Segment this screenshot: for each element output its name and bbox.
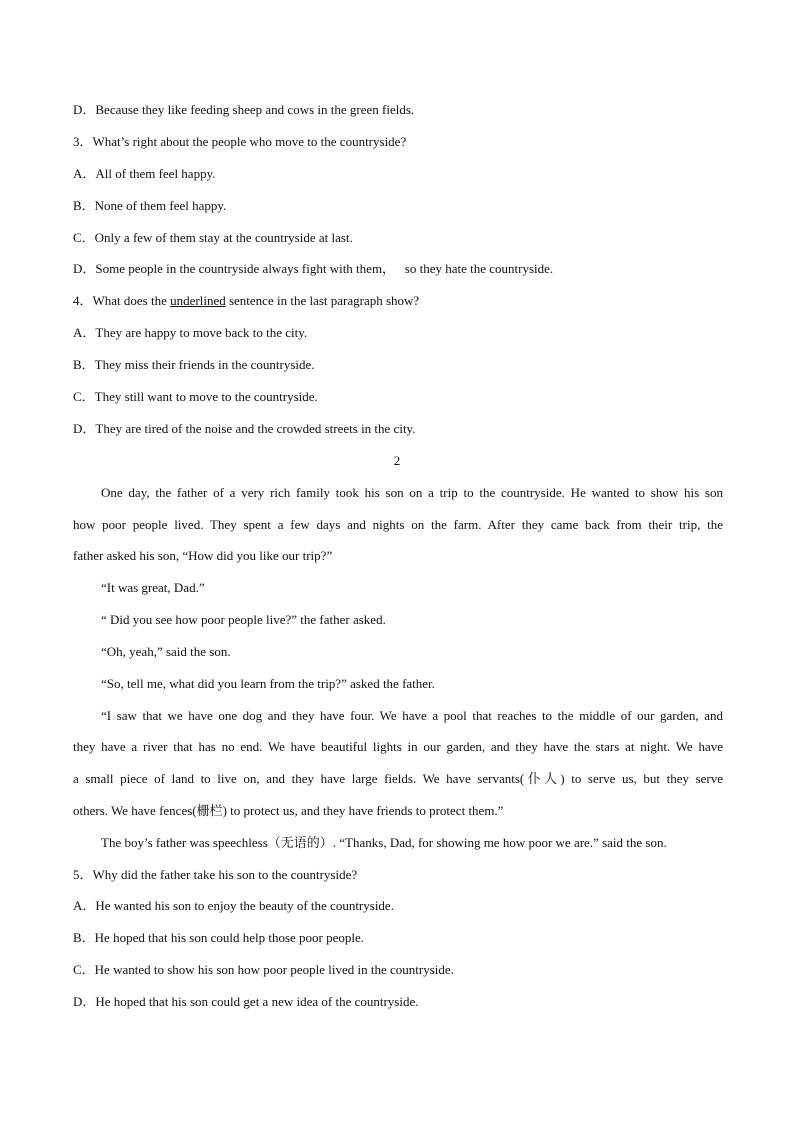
q4-option-d: D．They are tired of the noise and the crowded streets in the city. [73, 421, 416, 436]
passage-p6-line4: others. We have fences(栅栏) to protect us, and they have friends to protect them.” [73, 803, 504, 818]
q4-stem-prefix: 4．What does the [73, 293, 171, 308]
q3-option-c: C．Only a few of them stay at the countryside at last. [73, 230, 353, 245]
q3-option-b: B．None of them feel happy. [73, 198, 227, 213]
passage-p7: The boy’s father was speechless（无语的）. “Thanks, Dad, for showing me how poor we are.” said the son. [101, 835, 667, 850]
q3-option-a: A．All of them feel happy. [73, 166, 216, 181]
passage-p1-line3: father asked his son, “How did you like our trip?” [73, 548, 333, 563]
passage-p6-line3: a small piece of land to live on, and they have large fields. We have servants(仆人) to serve us, but they serve [73, 771, 723, 786]
q4-option-b: B．They miss their friends in the countryside. [73, 357, 315, 372]
q4-stem-suffix: sentence in the last paragraph show? [225, 293, 420, 308]
q4-option-a: A．They are happy to move back to the city. [73, 325, 308, 340]
passage-p1-line1: One day, the father of a very rich family took his son on a trip to the countryside. He wanted to show his son [101, 485, 723, 500]
passage-p5: “So, tell me, what did you learn from the trip?” asked the father. [101, 676, 435, 691]
q5-option-a: A．He wanted his son to enjoy the beauty of the countryside. [73, 898, 394, 913]
passage-number: 2 [393, 453, 401, 468]
passage-p4: “Oh, yeah,” said the son. [101, 644, 231, 659]
passage-p6-line1: “I saw that we have one dog and they have four. We have a pool that reaches to the middle of our garden, and [101, 708, 723, 723]
passage-p3: “ Did you see how poor people live?” the father asked. [101, 612, 386, 627]
q3-option-d: D．Some people in the countryside always fight with them， so they hate the countryside. [73, 261, 554, 276]
q5-option-c: C．He wanted to show his son how poor people lived in the countryside. [73, 962, 454, 977]
q4-option-c: C．They still want to move to the countryside. [73, 389, 318, 404]
q3-stem: 3．What’s right about the people who move to the countryside? [73, 134, 407, 149]
q4-stem-underlined: underlined [170, 293, 226, 308]
q4-stem [73, 292, 723, 310]
passage-p2: “It was great, Dad.” [101, 580, 205, 595]
q5-option-d: D．He hoped that his son could get a new idea of the countryside. [73, 994, 419, 1009]
q5-option-b: B．He hoped that his son could help those poor people. [73, 930, 365, 945]
q2-option-d: D．Because they like feeding sheep and cows in the green fields. [73, 102, 415, 117]
q5-stem: 5．Why did the father take his son to the countryside? [73, 867, 358, 882]
passage-p1-line2: how poor people lived. They spent a few days and nights on the farm. After they came back from their trip, the [73, 517, 723, 532]
passage-p6-line2: they have a river that has no end. We have beautiful lights in our garden, and they have the stars at night. We have [73, 739, 723, 754]
